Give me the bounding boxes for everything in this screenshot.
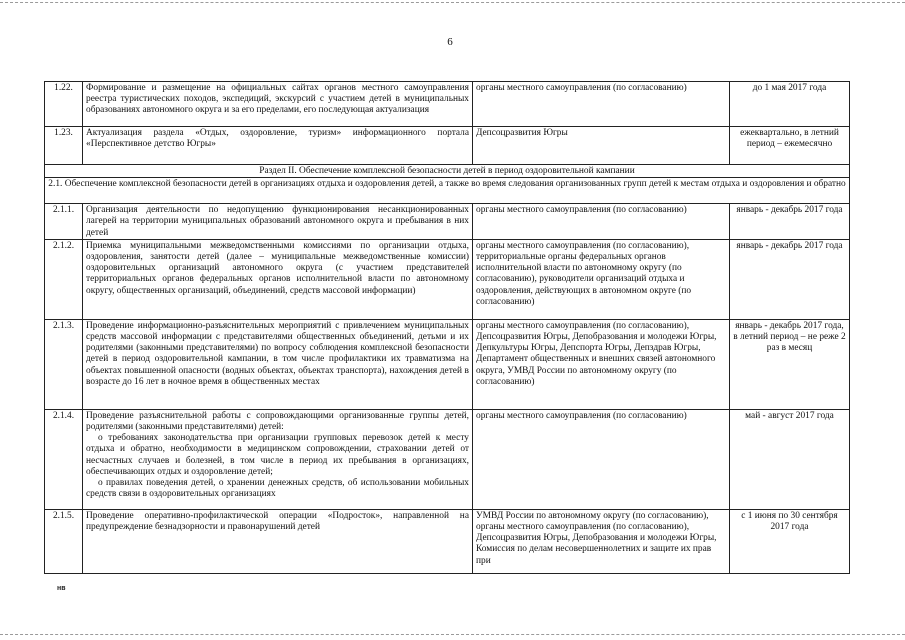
row-number: 2.1.5.	[45, 509, 83, 573]
row-number: 2.1.3.	[45, 319, 83, 409]
executors-text: Депсоцразвития Югры	[473, 127, 730, 165]
page-number: 6	[447, 36, 453, 48]
activity-text: Организация деятельности по недопущению функционирования несанкционированных лагерей на территории муниципальных образований автономного округа и пребывания в них детей	[83, 204, 473, 240]
executors-text: органы местного самоуправления (по согласованию)	[473, 409, 730, 509]
executors-text: органы местного самоуправления (по согласованию)	[473, 82, 730, 127]
activity-text: Проведение оперативно-профилактической операции «Подросток», направленной на предупреждение безнадзорности и правонарушений детей	[83, 509, 473, 573]
subsection-heading-row	[45, 178, 850, 204]
activity-text: Проведение информационно-разъяснительных мероприятий с привлечением муниципальных средств массовой информации с представителями общественных объединений, детьми и их родителями (законными представителями) по вопросу соблюдения комплексной безопасности детей в период оздоровительной кампании, в том числе профилактики их травматизма на объектах повышенной опасности (водных объектах, объектах транспорта), нахождения детей в возрасте до 16 лет в ночное время в общественных местах	[83, 319, 473, 409]
table-row	[45, 509, 850, 573]
activity-paragraph: о требованиях законодательства при организации групповых перевозок детей к месту отдыха и обратно, необходимости в медицинском сопровождении, страховании детей от несчастных случаев и болезней, в том числе в период их пребывания в организациях, обеспечивающих отдых и оздоровление детей;	[86, 433, 469, 477]
term-text: май - август 2017 года	[730, 409, 850, 509]
corner-mark: нв	[57, 585, 66, 592]
row-number: 2.1.2.	[45, 239, 83, 319]
table-row	[45, 239, 850, 319]
table-row	[45, 409, 850, 509]
activity-text: Приемка муниципальными межведомственными комиссиями по организации отдыха, оздоровления, занятости детей (далее – муниципальные межведомственные комиссии) оздоровительных организаций автономного округа (с участием представителей территориальных органов федеральных органов исполнительной власти по автономному округу, общественных организаций, объединений, средств массовой информации)	[83, 239, 473, 319]
activity-paragraph: о правилах поведения детей, о хранении денежных средств, об использовании мобильных средств связи в оздоровительных организациях	[86, 478, 469, 500]
activity-text: Актуализация раздела «Отдых, оздоровление, туризм» информационного портала «Перспективное детство Югры»	[83, 127, 473, 165]
row-number: 1.23.	[45, 127, 83, 165]
term-text: с 1 июня по 30 сентября 2017 года	[730, 509, 850, 573]
row-number: 1.22.	[45, 82, 83, 127]
term-text: январь - декабрь 2017 года, в летний период – не реже 2 раз в месяц	[730, 319, 850, 409]
term-text: до 1 мая 2017 года	[730, 82, 850, 127]
executors-text: органы местного самоуправления (по согласованию), территориальные органы федеральных органов исполнительной власти по автономному округу (по согласованию), руководители организаций отдыха и оздоровления, действующих в автономном округе (по согласованию)	[473, 239, 730, 319]
term-text: ежеквартально, в летний период – ежемесячно	[730, 127, 850, 165]
table-row	[45, 204, 850, 240]
term-text: январь - декабрь 2017 года	[730, 204, 850, 240]
action-plan-table	[44, 81, 850, 574]
activity-paragraph: Проведение разъяснительной работы с сопровождающими организованные группы детей, родителями (законными представителями) детей:	[86, 410, 469, 433]
table-row	[45, 82, 850, 127]
executors-text: органы местного самоуправления (по согласованию), Депсоцразвития Югры, Депобразования и молодежи Югры, Депкультуры Югры, Депспорта Югры, Депздрав Югры, Департамент общественных и внешних связей автономного округа, УМВД России по автономному округу (по согласованию)	[473, 319, 730, 409]
activity-text: Формирование и размещение на официальных сайтах органов местного самоуправления реестра туристических походов, экспедиций, экскурсий с участием детей в муниципальных образованиях автономного округа и за его пределами, его последующая актуализация	[83, 82, 473, 127]
table-row	[45, 319, 850, 409]
table-row	[45, 127, 850, 165]
activity-text	[83, 409, 473, 509]
scan-top-edge	[0, 2, 905, 3]
row-number: 2.1.4.	[45, 409, 83, 509]
row-number: 2.1.1.	[45, 204, 83, 240]
section-heading-row	[45, 165, 850, 178]
term-text: январь - декабрь 2017 года	[730, 239, 850, 319]
section-heading: Раздел II. Обеспечение комплексной безопасности детей в период оздоровительной кампании	[45, 165, 850, 178]
executors-text: УМВД России по автономному округу (по согласованию), органы местного самоуправления (по согласованию), Депсоцразвития Югры, Депобразования и молодежи Югры, Комиссия по делам несовершеннолетних и защите их прав при	[473, 509, 730, 573]
executors-text: органы местного самоуправления (по согласованию)	[473, 204, 730, 240]
subsection-heading: 2.1. Обеспечение комплексной безопасности детей в организациях отдыха и оздоровления детей, а также во время следования организованных групп детей к местам отдыха и оздоровления и обратно	[45, 178, 850, 204]
scan-bottom-edge	[0, 634, 905, 635]
